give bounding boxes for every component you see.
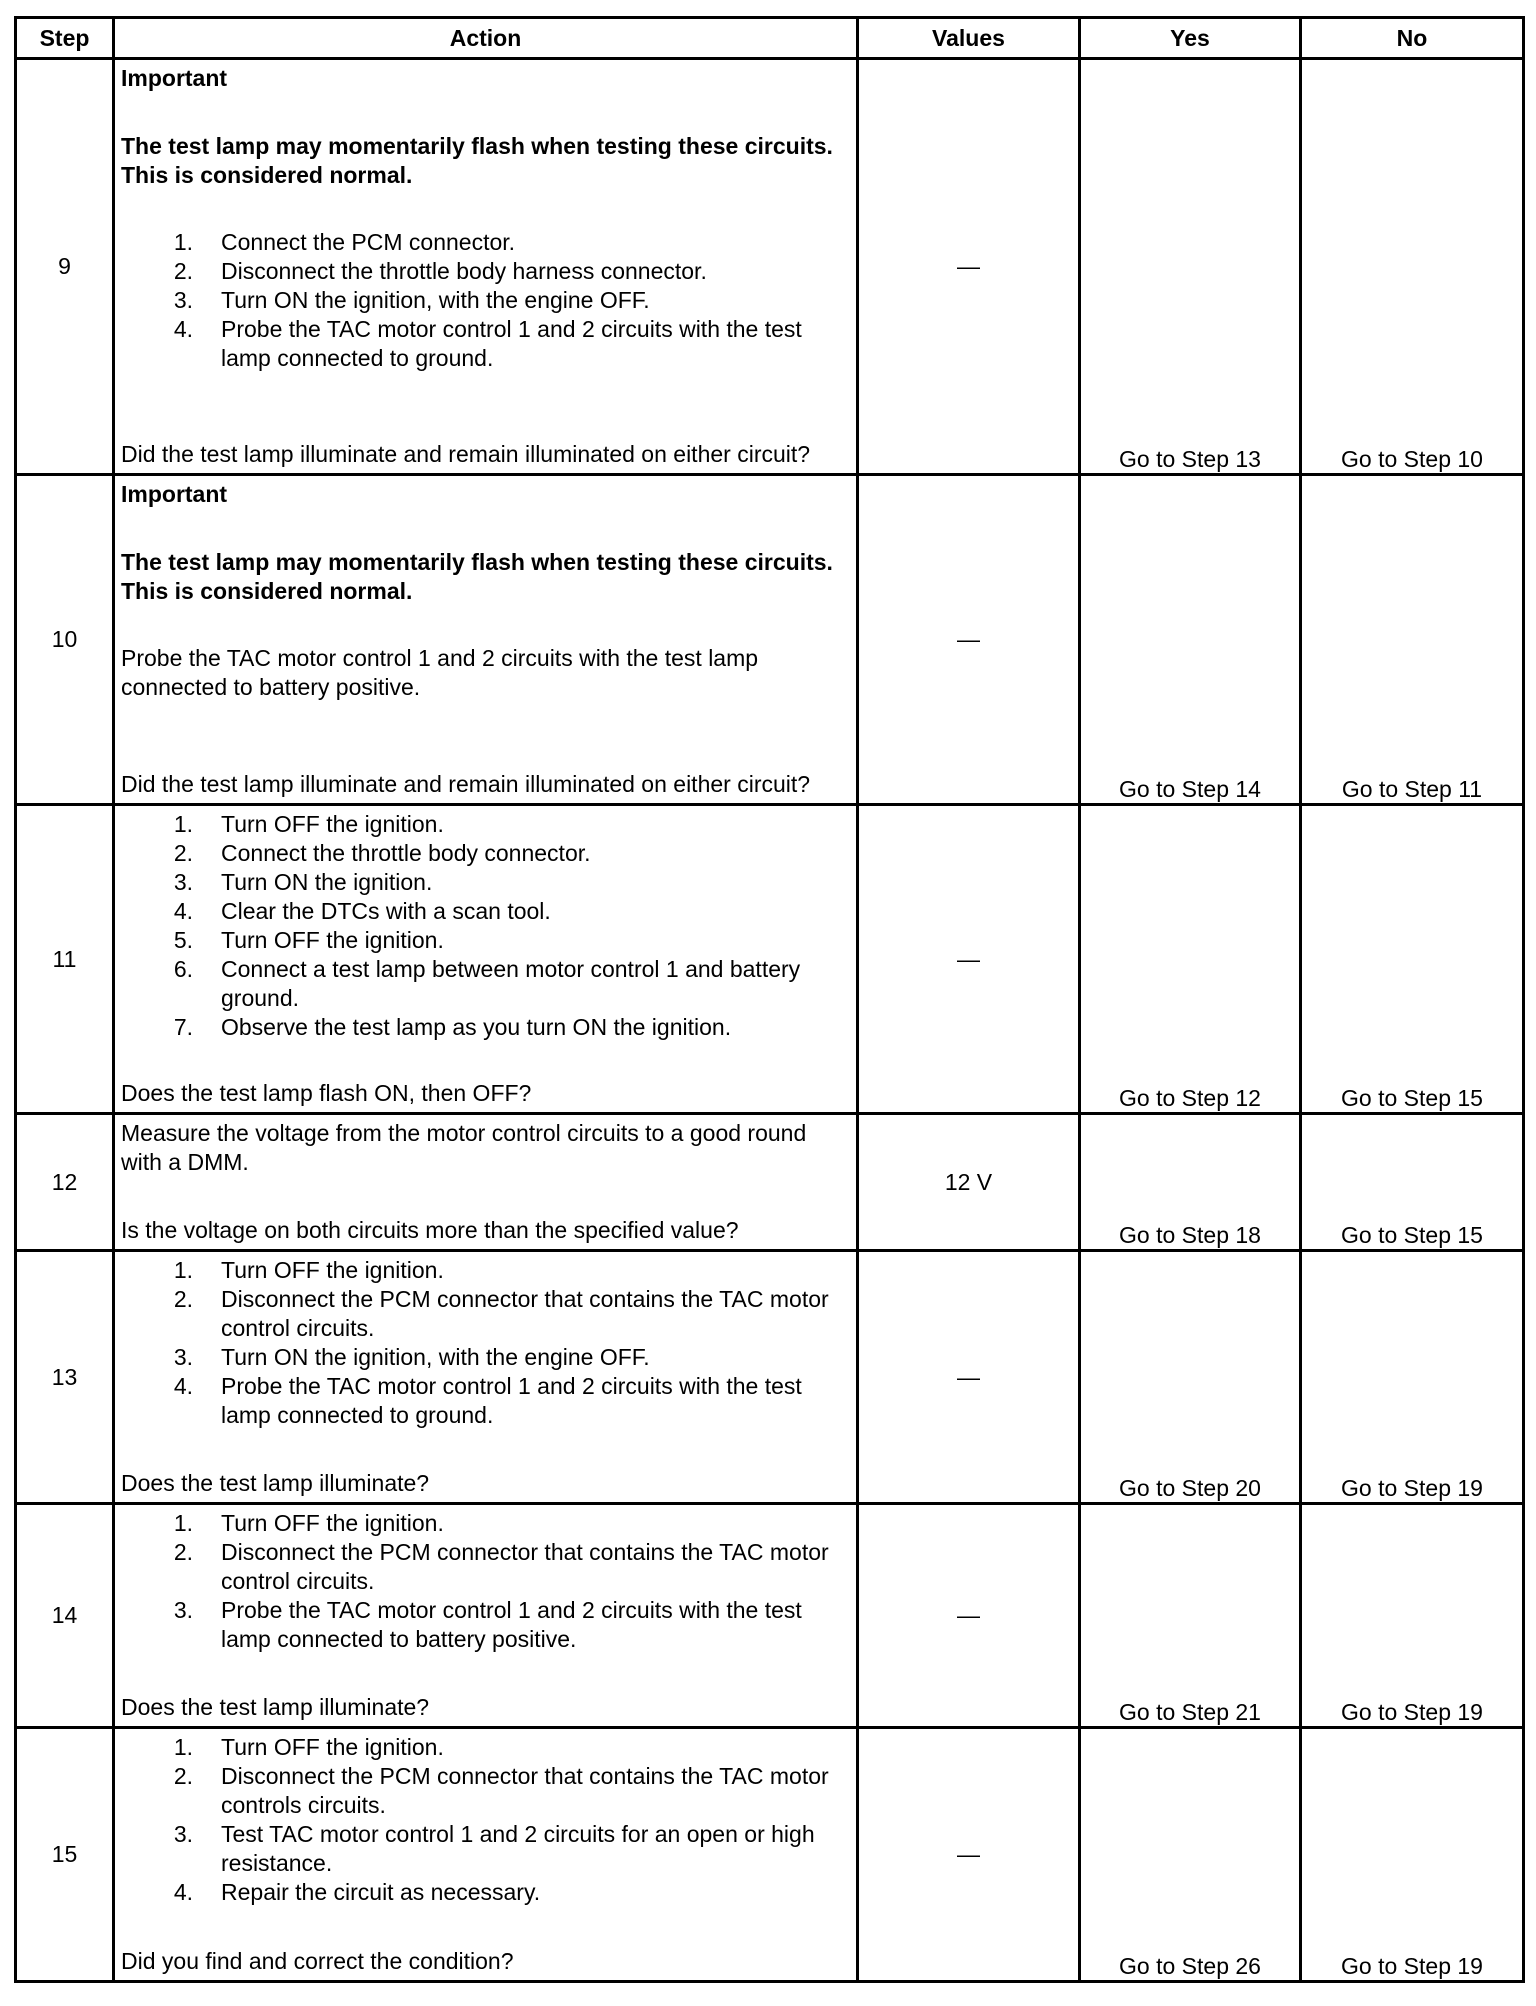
table-row (16, 805, 1524, 1114)
important-note: The test lamp may momentarily flash when testing these circuits. This is considered normal. (121, 549, 833, 604)
procedure-item-number: 3. (173, 1344, 193, 1370)
value-cell: — (858, 805, 1080, 1114)
procedure-item-text: Turn OFF the ignition. (221, 1257, 444, 1283)
procedure-item (121, 315, 850, 373)
procedure-item-number: 2. (173, 258, 193, 284)
diagnostic-grid (14, 16, 1525, 1983)
procedure-item-number: 2. (173, 1286, 193, 1312)
action-cell (114, 1504, 858, 1728)
procedure-item-text: Turn OFF the ignition. (221, 927, 444, 953)
header-yes: Yes (1080, 18, 1301, 59)
step-number: 12 (16, 1114, 114, 1251)
procedure-item-number: 2. (173, 1763, 193, 1789)
procedure-item-text: Disconnect the throttle body harness connector. (221, 258, 707, 284)
procedure-item-number: 3. (173, 287, 193, 313)
action-question: Does the test lamp illuminate? (121, 1470, 430, 1496)
step-number: 11 (16, 805, 114, 1114)
procedure-item-number: 4. (173, 1879, 193, 1905)
procedure-item (121, 1538, 850, 1596)
header-no: No (1301, 18, 1524, 59)
procedure-item (121, 1285, 850, 1343)
procedure-item-text: Clear the DTCs with a scan tool. (221, 898, 551, 924)
procedure-item-text: Turn OFF the ignition. (221, 811, 444, 837)
procedure-item (121, 926, 850, 955)
no-goto: Go to Step 19 (1301, 1504, 1524, 1728)
procedure-item-text: Observe the test lamp as you turn ON the ignition. (221, 1014, 732, 1040)
procedure-item-text: Turn ON the ignition, with the engine OFF. (221, 287, 650, 313)
value-cell: — (858, 1504, 1080, 1728)
action-question: Does the test lamp illuminate? (121, 1694, 430, 1720)
procedure-item (121, 1762, 850, 1820)
yes-goto: Go to Step 13 (1080, 59, 1301, 475)
procedure-item-number: 4. (173, 1373, 193, 1399)
yes-goto: Go to Step 26 (1080, 1728, 1301, 1982)
procedure-item (121, 897, 850, 926)
procedure-item-number: 2. (173, 840, 193, 866)
procedure-item-number: 4. (173, 316, 193, 342)
procedure-list (121, 1256, 850, 1430)
procedure-item-number: 7. (173, 1014, 193, 1040)
no-goto: Go to Step 19 (1301, 1728, 1524, 1982)
action-question: Is the voltage on both circuits more than the specified value? (121, 1217, 739, 1243)
step-number: 13 (16, 1251, 114, 1504)
no-goto: Go to Step 19 (1301, 1251, 1524, 1504)
procedure-item-number: 6. (173, 956, 193, 982)
action-cell (114, 1114, 858, 1251)
table-row (16, 1504, 1524, 1728)
procedure-item (121, 810, 850, 839)
no-goto: Go to Step 15 (1301, 805, 1524, 1114)
procedure-list (121, 1509, 850, 1654)
step-number: 15 (16, 1728, 114, 1982)
procedure-item-number: 1. (173, 1257, 193, 1283)
procedure-item (121, 1820, 850, 1878)
yes-goto: Go to Step 18 (1080, 1114, 1301, 1251)
header-row (16, 18, 1524, 59)
procedure-list (121, 228, 850, 373)
procedure-item-number: 1. (173, 229, 193, 255)
procedure-item-text: Test TAC motor control 1 and 2 circuits for an open or high resistance. (221, 1821, 815, 1876)
action-instruction: Probe the TAC motor control 1 and 2 circuits with the test lamp connected to battery positive. (121, 645, 759, 700)
procedure-item (121, 1256, 850, 1285)
procedure-item (121, 1372, 850, 1430)
procedure-item-text: Turn OFF the ignition. (221, 1510, 444, 1536)
value-cell: — (858, 475, 1080, 805)
procedure-item-text: Turn OFF the ignition. (221, 1734, 444, 1760)
procedure-item-text: Turn ON the ignition, with the engine OFF. (221, 1344, 650, 1370)
procedure-item-text: Disconnect the PCM connector that contains the TAC motor controls circuits. (221, 1763, 829, 1818)
procedure-item-number: 3. (173, 869, 193, 895)
yes-goto: Go to Step 20 (1080, 1251, 1301, 1504)
yes-goto: Go to Step 14 (1080, 475, 1301, 805)
action-cell (114, 1728, 858, 1982)
header-action: Action (114, 18, 858, 59)
action-instruction: Measure the voltage from the motor control circuits to a good round with a DMM. (121, 1120, 807, 1175)
value-cell: — (858, 1728, 1080, 1982)
procedure-item-number: 1. (173, 1510, 193, 1536)
yes-goto: Go to Step 12 (1080, 805, 1301, 1114)
step-number: 14 (16, 1504, 114, 1728)
table-row (16, 1114, 1524, 1251)
procedure-item-text: Repair the circuit as necessary. (221, 1879, 541, 1905)
procedure-item (121, 1013, 850, 1042)
action-cell (114, 1251, 858, 1504)
procedure-item-number: 5. (173, 927, 193, 953)
table-row (16, 1251, 1524, 1504)
procedure-item-number: 4. (173, 898, 193, 924)
procedure-item-number: 3. (173, 1821, 193, 1847)
procedure-item (121, 955, 850, 1013)
important-note: The test lamp may momentarily flash when testing these circuits. This is considered normal. (121, 133, 833, 188)
table-row (16, 1728, 1524, 1982)
header-values: Values (858, 18, 1080, 59)
action-cell (114, 805, 858, 1114)
procedure-item (121, 1509, 850, 1538)
procedure-item (121, 257, 850, 286)
procedure-item-text: Probe the TAC motor control 1 and 2 circuits with the test lamp connected to ground. (221, 1373, 802, 1428)
action-question: Does the test lamp flash ON, then OFF? (121, 1080, 532, 1106)
procedure-item-text: Connect a test lamp between motor control 1 and battery ground. (221, 956, 801, 1011)
procedure-item (121, 1878, 850, 1907)
action-question: Did the test lamp illuminate and remain illuminated on either circuit? (121, 441, 811, 467)
procedure-item-text: Disconnect the PCM connector that contains the TAC motor control circuits. (221, 1286, 829, 1341)
procedure-item-number: 3. (173, 1597, 193, 1623)
procedure-item (121, 1733, 850, 1762)
procedure-item-text: Connect the throttle body connector. (221, 840, 591, 866)
procedure-item (121, 839, 850, 868)
no-goto: Go to Step 10 (1301, 59, 1524, 475)
diagnostic-table (14, 16, 1522, 1983)
action-question: Did you find and correct the condition? (121, 1948, 514, 1974)
procedure-item-number: 2. (173, 1539, 193, 1565)
important-label: Important (121, 65, 228, 91)
procedure-item-text: Disconnect the PCM connector that contains the TAC motor control circuits. (221, 1539, 829, 1594)
step-number: 10 (16, 475, 114, 805)
table-row (16, 59, 1524, 475)
value-cell: 12 V (858, 1114, 1080, 1251)
action-cell (114, 59, 858, 475)
no-goto: Go to Step 11 (1301, 475, 1524, 805)
procedure-item (121, 868, 850, 897)
important-label: Important (121, 481, 228, 507)
step-number: 9 (16, 59, 114, 475)
procedure-item (121, 228, 850, 257)
yes-goto: Go to Step 21 (1080, 1504, 1301, 1728)
procedure-item-text: Probe the TAC motor control 1 and 2 circuits with the test lamp connected to battery positive. (221, 1597, 802, 1652)
procedure-list (121, 1733, 850, 1907)
header-step: Step (16, 18, 114, 59)
procedure-item-text: Connect the PCM connector. (221, 229, 516, 255)
procedure-item (121, 1343, 850, 1372)
procedure-item-text: Turn ON the ignition. (221, 869, 433, 895)
value-cell: — (858, 59, 1080, 475)
procedure-item (121, 286, 850, 315)
table-row (16, 475, 1524, 805)
value-cell: — (858, 1251, 1080, 1504)
action-cell (114, 475, 858, 805)
action-question: Did the test lamp illuminate and remain illuminated on either circuit? (121, 771, 811, 797)
procedure-list (121, 810, 850, 1042)
procedure-item-number: 1. (173, 1734, 193, 1760)
procedure-item (121, 1596, 850, 1654)
procedure-item-text: Probe the TAC motor control 1 and 2 circuits with the test lamp connected to ground. (221, 316, 802, 371)
procedure-item-number: 1. (173, 811, 193, 837)
no-goto: Go to Step 15 (1301, 1114, 1524, 1251)
